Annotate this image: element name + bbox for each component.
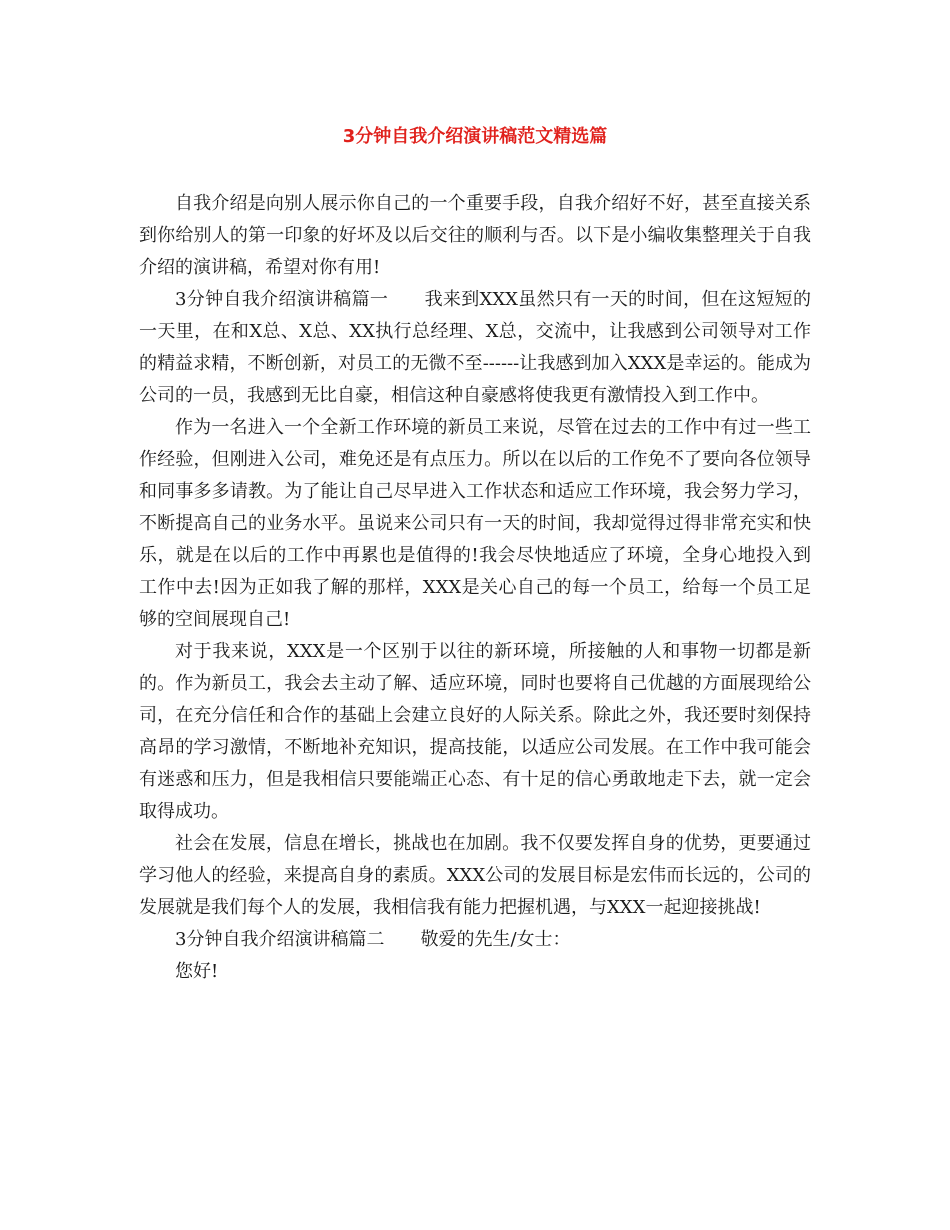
paragraph-greeting: [139, 956, 811, 988]
document-body: [139, 188, 811, 988]
paragraph-challenge: [139, 828, 811, 924]
section-heading: 3分钟自我介绍演讲稿篇一: [175, 289, 389, 310]
paragraph-text: 敬爱的先生/女士：: [420, 929, 571, 950]
section-heading: 3分钟自我介绍演讲稿篇二: [175, 929, 385, 950]
paragraph-text: 我来到XXX虽然只有一天的时间，但在这短短的一天里，在和X总、X总、XX执行总经理、X总，交流中，让我感到公司领导对工作的精益求精，不断创新，对员工的无微不至------让我感到加入XXX是幸运的。能成为公司的一员，我感到无比自豪，相信这种自豪感将使我更有激情投入到工作中。: [139, 289, 811, 406]
paragraph-intro: [139, 188, 811, 284]
paragraph-section-two: [139, 924, 811, 956]
document-title: 3分钟自我介绍演讲稿范文精选篇: [342, 126, 608, 147]
paragraph-text: 作为一名进入一个全新工作环境的新员工来说，尽管在过去的工作中有过一些工作经验，但刚进入公司，难免还是有点压力。所以在以后的工作免不了要向各位领导和同事多多请教。为了能让自己尽早进入工作状态和适应工作环境，我会努力学习，不断提高自己的业务水平。虽说来公司只有一天的时间，我却觉得过得非常充实和快乐，就是在以后的工作中再累也是值得的!我会尽快地适应了环境，全身心地投入到工作中去!因为正如我了解的那样，XXX是关心自己的每一个员工，给每一个员工足够的空间展现自己!: [139, 417, 811, 630]
paragraph-text: 自我介绍是向别人展示你自己的一个重要手段，自我介绍好不好，甚至直接关系到你给别人的第一印象的好坏及以后交往的顺利与否。以下是小编收集整理关于自我介绍的演讲稿，希望对你有用!: [139, 193, 811, 278]
paragraph-text: 您好!: [175, 961, 219, 982]
paragraph-text: 对于我来说，XXX是一个区别于以往的新环境，所接触的人和事物一切都是新的。作为新员工，我会去主动了解、适应环境，同时也要将自己优越的方面展现给公司，在充分信任和合作的基础上会建立良好的人际关系。除此之外，我还要时刻保持高昂的学习激情，不断地补充知识，提高技能，以适应公司发展。在工作中我可能会有迷惑和压力，但是我相信只要能端正心态、有十足的信心勇敢地走下去，就一定会取得成功。: [139, 641, 811, 822]
paragraph-new-environment: [139, 636, 811, 828]
paragraph-section-one: [139, 284, 811, 412]
paragraph-new-employee: [139, 412, 811, 636]
paragraph-text: 社会在发展，信息在增长，挑战也在加剧。我不仅要发挥自身的优势，更要通过学习他人的经验，来提高自身的素质。XXX公司的发展目标是宏伟而长远的，公司的发展就是我们每个人的发展，我相信我有能力把握机遇，与XXX一起迎接挑战!: [139, 833, 811, 918]
